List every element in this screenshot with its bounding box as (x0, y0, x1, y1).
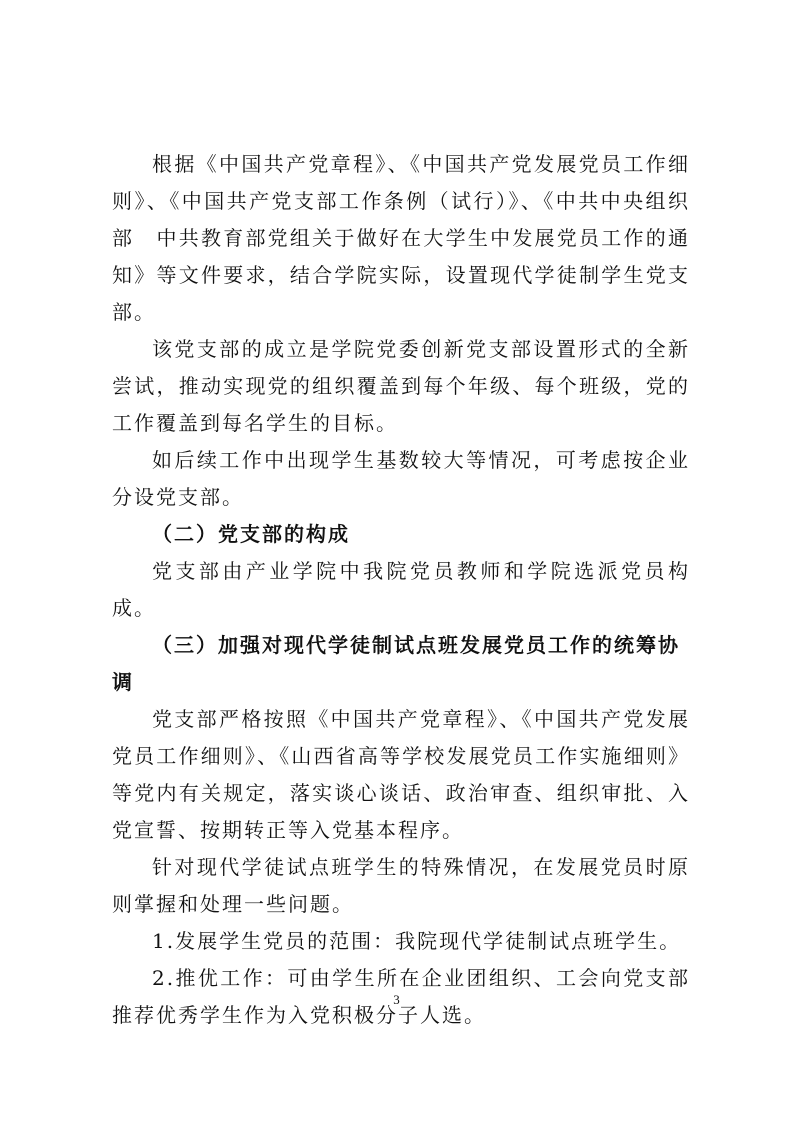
paragraph-procedures: 党支部严格按照《中国共产党章程》、《中国共产党发展党员工作细则》、《山西省高等学校发展党员工作实施细则》等党内有关规定，落实谈心谈话、政治审查、组织审批、入党宣誓、按期转正等入党基本程序。 (112, 707, 690, 842)
document-body (112, 146, 690, 1034)
section-heading-coordination: （三）加强对现代学徒制试点班发展党员工作的统筹协调 (112, 633, 680, 694)
page-number: 3 (393, 992, 400, 1007)
list-item-scope: 1.发展学生党员的范围：我院现代学徒制试点班学生。 (152, 929, 682, 953)
paragraph-enterprise-branch: 如后续工作中出现学生基数较大等情况，可考虑按企业分设党支部。 (112, 448, 690, 509)
list-item-recommendation: 2.推优工作：可由学生所在企业团组织、工会向党支部推荐优秀学生作为入党积极分子人选。 (112, 966, 690, 1027)
paragraph-composition: 党支部由产业学院中我院党员教师和学院选派党员构成。 (112, 559, 690, 620)
paragraph-special-situation: 针对现代学徒试点班学生的特殊情况，在发展党员时原则掌握和处理一些问题。 (112, 855, 690, 916)
section-heading-composition: （二）党支部的构成 (152, 522, 350, 546)
paragraph-purpose: 该党支部的成立是学院党委创新党支部设置形式的全新尝试，推动实现党的组织覆盖到每个年级、每个班级，党的工作覆盖到每名学生的目标。 (112, 337, 690, 435)
paragraph-basis: 根据《中国共产党章程》、《中国共产党发展党员工作细则》、《中国共产党支部工作条例（试行）》、《中共中央组织部 中共教育部党组关于做好在大学生中发展党员工作的通知》等文件要求，结合学院实际，设置现代学徒制学生党支部。 (112, 152, 690, 324)
